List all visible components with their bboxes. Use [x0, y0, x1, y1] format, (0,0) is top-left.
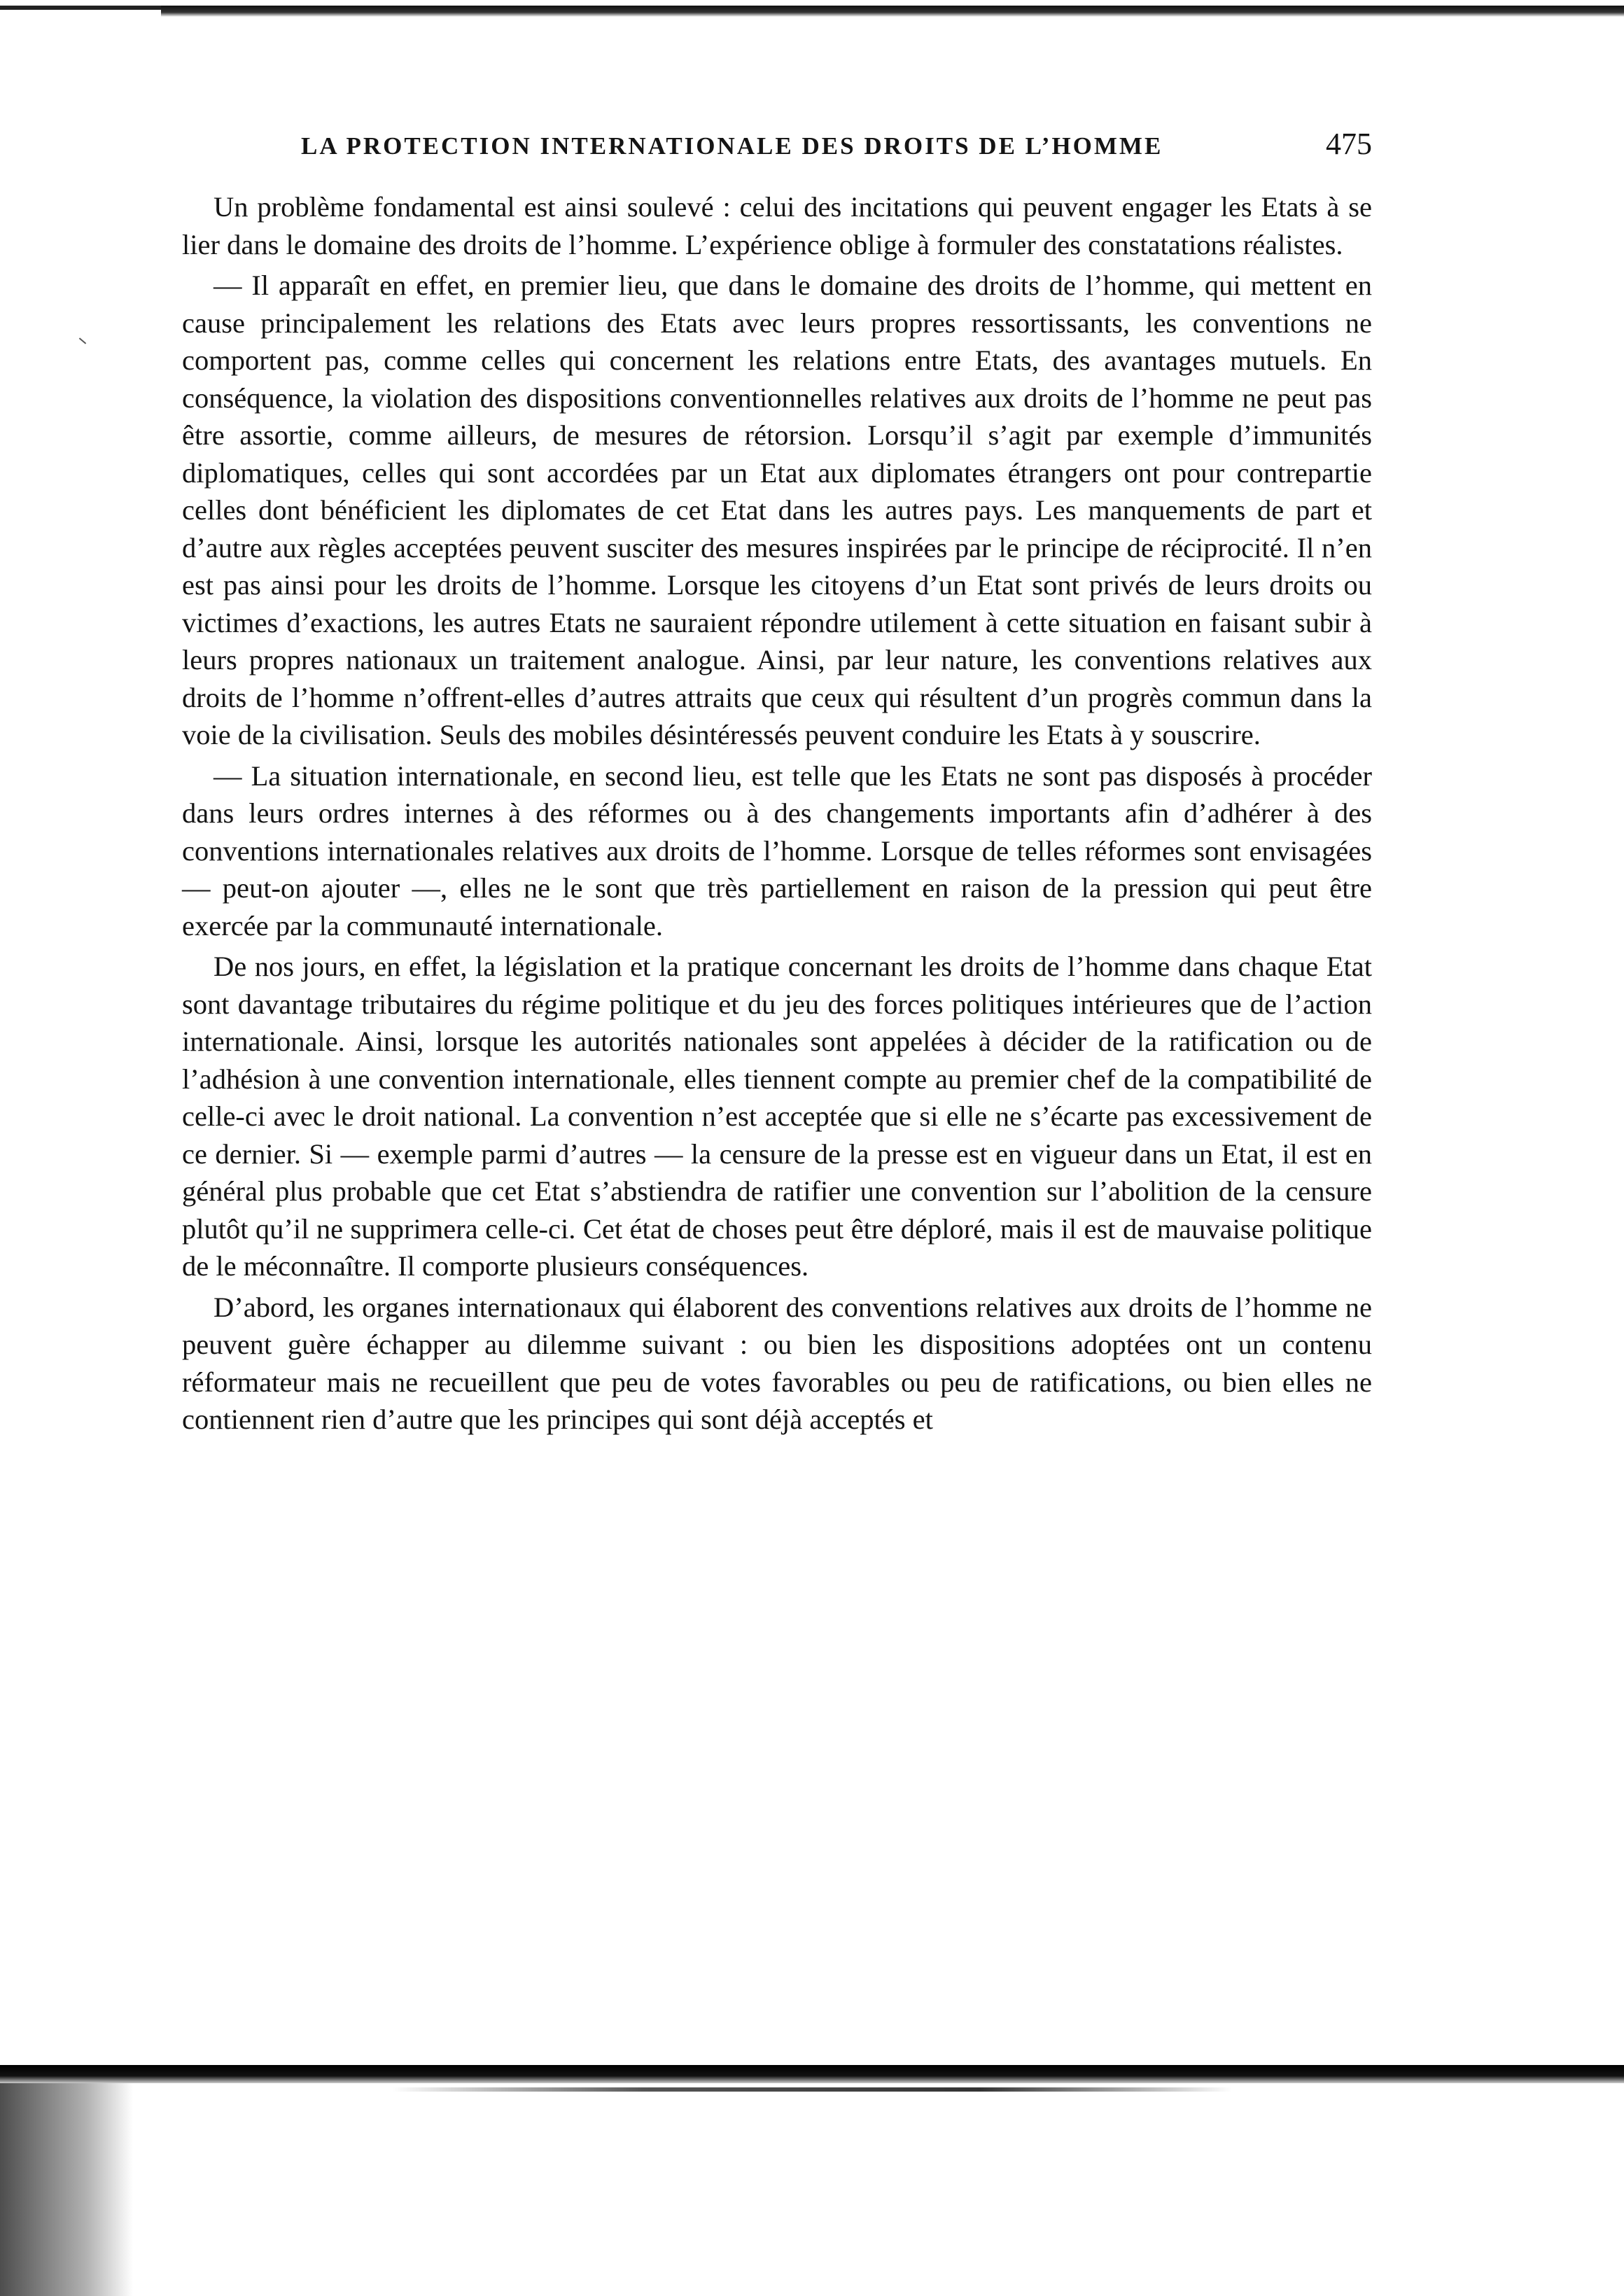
scan-bottom-bar	[0, 2065, 1624, 2083]
paragraph-3: — La situation internationale, en second lieu, est telle que les Etats ne sont pas disposés à procéder dans leurs ordres internes à des réformes ou à des changements importants afin d’adhérer à des conventions internationales relatives aux droits de l’homme. Lorsque de telles réformes sont envisagées — peut-on ajouter —, elles ne le sont que très partiellement en raison de la pression qui peut être exercée par la communauté internationale.	[182, 760, 1372, 941]
scan-top-edge-shadow	[0, 6, 168, 10]
page-text-block	[182, 126, 1372, 1438]
paragraph-2: — Il apparaît en effet, en premier lieu, que dans le domaine des droits de l’homme, qui mettent en cause principalement les relations des Etats avec leurs propres ressortissants, les conventions ne comportent pas, comme celles qui concernent les relations entre Etats, des avantages mutuels. En conséquence, la violation des dispositions conventionnelles relatives aux droits de l’homme ne peut pas être assortie, comme ailleurs, de mesures de rétorsion. Lorsqu’il s’agit par exemple d’immunités diplomatiques, celles qui sont accordées par un Etat aux diplomates étrangers ont pour contrepartie celles dont bénéficient les diplomates de cet Etat dans les autres pays. Les manquements de part et d’autre aux règles acceptées peuvent susciter des mesures inspirées par le principe de réciprocité. Il n’en est pas ainsi pour les droits de l’homme. Lorsque les citoyens d’un Etat sont privés de leurs droits ou victimes d’exactions, les autres Etats ne sauraient répondre utilement à cette situation en faisant subir à leurs propres nationaux un traitement analogue. Ainsi, par leur nature, les conventions relatives aux droits de l’homme n’offrent-elles d’autres attraits que ceux qui résultent d’un progrès commun dans la voie de la civilisation. Seuls des mobiles désintéressés peuvent conduire les Etats à y souscrire.	[182, 270, 1372, 750]
scan-bottom-line	[392, 2087, 1232, 2092]
paragraph-1: Un problème fondamental est ainsi soulevé : celui des incitations qui peuvent engager les Etats à se lier dans le domaine des droits de l’homme. L’expérience oblige à formuler des constatations réalistes.	[182, 191, 1372, 260]
scan-binding-shadow	[0, 2083, 133, 2296]
running-title: LA PROTECTION INTERNATIONALE DES DROITS DE L’HOMME	[301, 132, 1163, 160]
page-number: 475	[1326, 127, 1372, 161]
running-header	[301, 126, 1372, 162]
scan-top-edge	[161, 6, 1624, 17]
paragraph-5: D’abord, les organes internationaux qui élaborent des conventions relatives aux droits de l’homme ne peuvent guère échapper au dilemme suivant : ou bien les dispositions adoptées ont un contenu réformateur mais ne recueillent que peu de votes favorables ou peu de ratifications, ou bien elles ne contiennent rien d’autre que les principes qui sont déjà acceptés et	[182, 1291, 1372, 1435]
paragraph-4: De nos jours, en effet, la législation et la pratique concernant les droits de l’homme dans chaque Etat sont davantage tributaires du régime politique et du jeu des forces politiques intérieures que de l’action internationale. Ainsi, lorsque les autorités nationales sont appelées à décider de la ratification ou de l’adhésion à une convention internationale, elles tiennent compte au premier chef de la compatibilité de celle-ci avec le droit national. La convention n’est acceptée que si elle ne s’écarte pas excessivement de ce dernier. Si — exemple parmi d’autres — la censure de la presse est en vigueur dans un Etat, il est en général plus probable que cet Etat s’abstiendra de ratifier une convention sur l’abolition de la censure plutôt qu’il ne supprimera celle-ci. Cet état de choses peut être déploré, mais il est de mauvaise politique de le méconnaître. Il comporte plusieurs conséquences.	[182, 951, 1372, 1282]
scan-stray-mark	[79, 337, 86, 344]
